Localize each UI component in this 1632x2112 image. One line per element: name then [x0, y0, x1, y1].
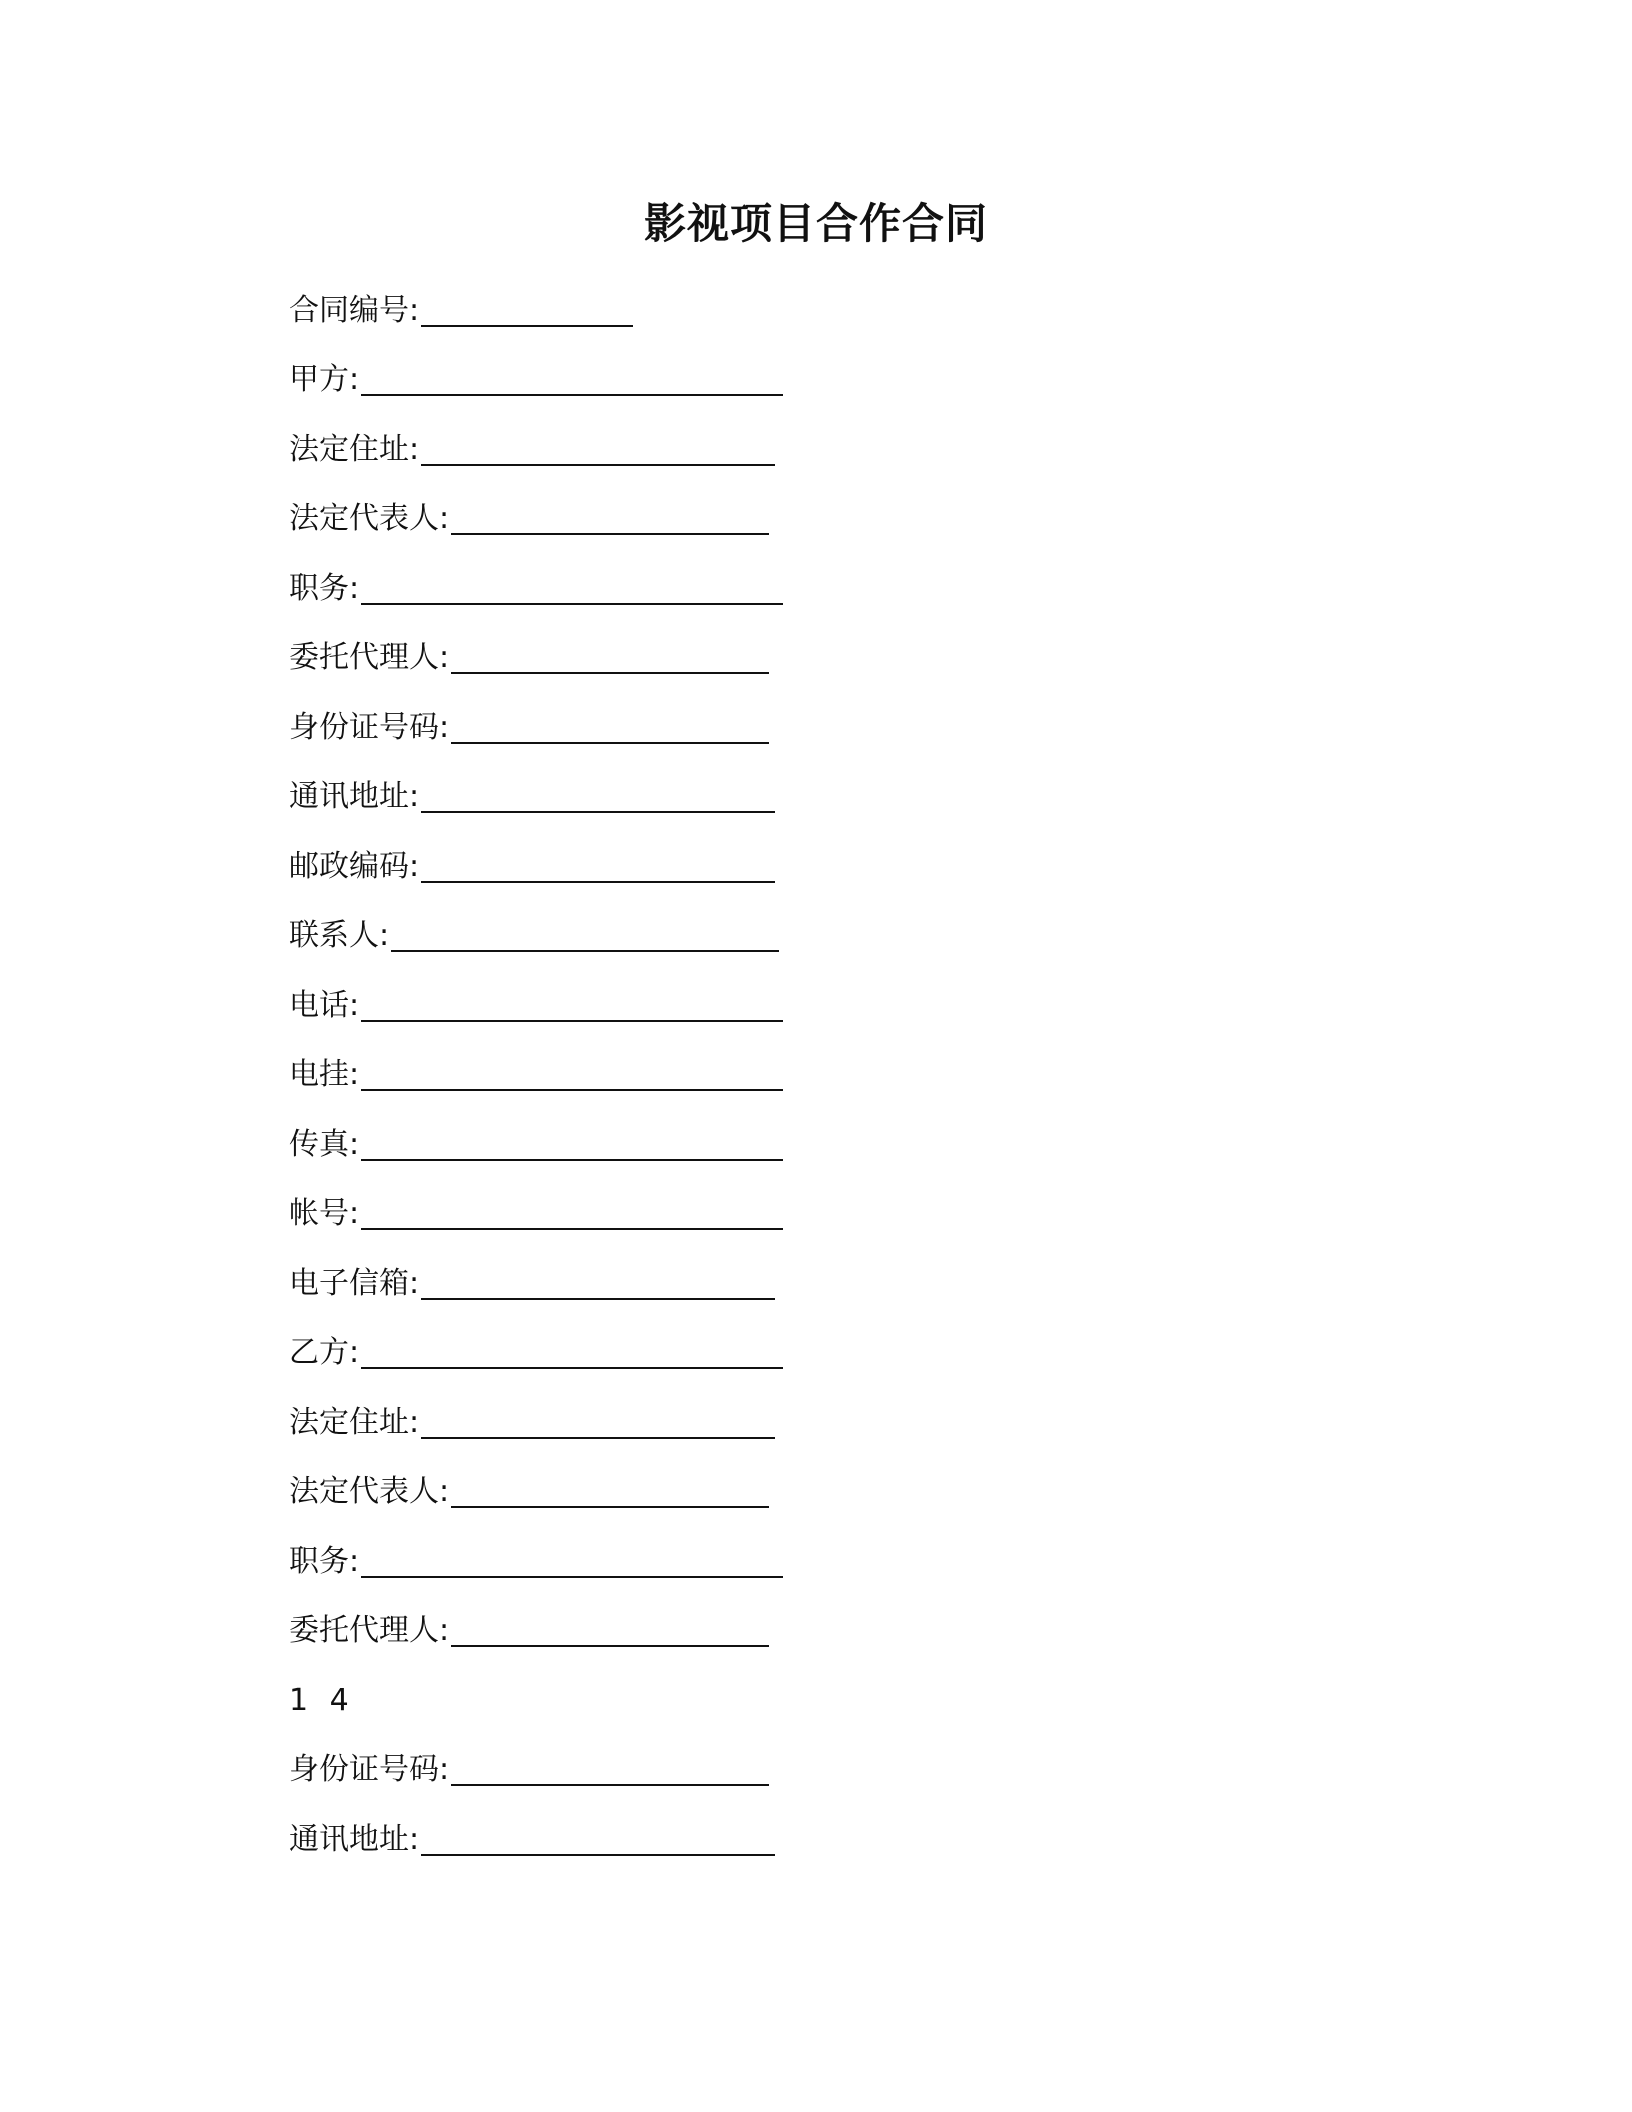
form-field-contact-person: [289, 902, 1189, 972]
blank-line: [421, 1411, 775, 1439]
blank-line: [451, 1758, 769, 1786]
field-label: 合同编号:: [289, 292, 420, 328]
blank-line: [361, 1133, 783, 1161]
field-label: 电子信箱:: [289, 1265, 420, 1301]
form-field-contract-number: [289, 276, 1189, 346]
form-field-position: [289, 554, 1189, 624]
form-field-mailing-address-b: [289, 1805, 1189, 1875]
form-field-fax: [289, 1110, 1189, 1180]
form-fields: [289, 276, 1189, 1875]
field-label: 法定代表人:: [289, 501, 450, 537]
blank-line: [361, 994, 783, 1022]
blank-line: [421, 1272, 775, 1300]
field-label: 身份证号码:: [289, 1752, 450, 1788]
blank-line: [391, 924, 779, 952]
form-field-legal-representative-b: [289, 1458, 1189, 1528]
form-field-telegraph: [289, 1041, 1189, 1111]
form-field-id-number-b: [289, 1736, 1189, 1806]
blank-line: [451, 716, 769, 744]
blank-line: [421, 438, 775, 466]
field-label: 通讯地址:: [289, 779, 420, 815]
form-field-postal-code: [289, 832, 1189, 902]
blank-line: [421, 1828, 775, 1856]
blank-line: [421, 299, 633, 327]
field-label: 法定住址:: [289, 431, 420, 467]
form-field-telephone: [289, 971, 1189, 1041]
blank-line: [451, 507, 769, 535]
blank-line: [361, 577, 783, 605]
form-field-legal-address-b: [289, 1388, 1189, 1458]
blank-line: [361, 1550, 783, 1578]
blank-line: [421, 785, 775, 813]
field-label: 联系人:: [289, 918, 390, 954]
field-label: 甲方:: [289, 362, 360, 398]
page-number: 1 4: [289, 1682, 355, 1718]
field-label: 电话:: [289, 987, 360, 1023]
blank-line: [451, 646, 769, 674]
form-field-party-a: [289, 346, 1189, 416]
field-label: 乙方:: [289, 1335, 360, 1371]
form-field-mailing-address: [289, 763, 1189, 833]
form-field-authorized-agent: [289, 624, 1189, 694]
blank-line: [361, 1202, 783, 1230]
blank-line: [361, 368, 783, 396]
field-label: 帐号:: [289, 1196, 360, 1232]
field-label: 身份证号码:: [289, 709, 450, 745]
field-label: 邮政编码:: [289, 848, 420, 884]
form-field-account: [289, 1180, 1189, 1250]
field-label: 委托代理人:: [289, 640, 450, 676]
blank-line: [421, 855, 775, 883]
document-title: 影视项目合作合同: [643, 199, 988, 248]
field-label: 通讯地址:: [289, 1821, 420, 1857]
field-label: 职务:: [289, 570, 360, 606]
page-number-line: [289, 1666, 1189, 1736]
blank-line: [361, 1063, 783, 1091]
blank-line: [451, 1480, 769, 1508]
field-label: 法定代表人:: [289, 1474, 450, 1510]
field-label: 委托代理人:: [289, 1613, 450, 1649]
field-label: 传真:: [289, 1126, 360, 1162]
blank-line: [451, 1619, 769, 1647]
field-label: 电挂:: [289, 1057, 360, 1093]
form-field-legal-representative: [289, 485, 1189, 555]
form-field-party-b: [289, 1319, 1189, 1389]
field-label: 职务:: [289, 1543, 360, 1579]
form-field-email: [289, 1249, 1189, 1319]
form-field-position-b: [289, 1527, 1189, 1597]
form-field-authorized-agent-b: [289, 1597, 1189, 1667]
field-label: 法定住址:: [289, 1404, 420, 1440]
form-field-legal-address: [289, 415, 1189, 485]
blank-line: [361, 1341, 783, 1369]
form-field-id-number: [289, 693, 1189, 763]
